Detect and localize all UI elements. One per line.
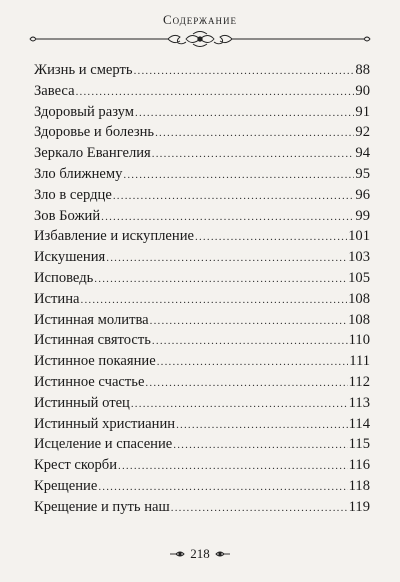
toc-entry-page: 105 — [348, 269, 370, 286]
toc-entry-page: 90 — [355, 82, 370, 99]
toc-entry-page: 103 — [348, 249, 370, 266]
toc-entry-page: 111 — [349, 353, 370, 370]
dot-leader — [106, 248, 347, 269]
toc-entry-title: Истинная святость — [34, 332, 151, 349]
dot-leader — [113, 186, 355, 207]
toc-entry — [34, 226, 370, 247]
dot-leader — [173, 435, 347, 456]
toc-entry — [34, 185, 370, 206]
toc-entry-page: 94 — [355, 145, 370, 162]
toc-entry-title: Крест скорби — [34, 457, 118, 474]
toc-entry — [34, 414, 370, 435]
toc-entry-title: Зло ближнему — [34, 165, 123, 182]
toc-entry — [34, 476, 370, 497]
toc-entry — [34, 81, 370, 102]
toc-entry-page: 114 — [348, 415, 370, 432]
toc-entry-page: 113 — [348, 394, 370, 411]
toc-entry-page: 116 — [348, 457, 370, 474]
toc-entry — [34, 143, 370, 164]
dot-leader — [155, 123, 354, 144]
toc-entry-title: Здоровье и болезнь — [34, 124, 155, 141]
toc-entry-page: 96 — [355, 186, 370, 203]
dot-leader — [94, 269, 347, 290]
toc-entry-title: Жизнь и смерть — [34, 62, 133, 78]
toc-entry-title: Исповедь — [34, 269, 94, 286]
dot-leader — [150, 311, 347, 332]
dot-leader — [101, 207, 354, 228]
toc-entry-title: Крещение — [34, 477, 98, 494]
toc-entry — [34, 351, 370, 372]
toc-entry-page: 99 — [355, 207, 370, 224]
dot-leader — [81, 290, 348, 311]
table-of-contents — [34, 60, 370, 518]
dot-leader — [135, 103, 354, 124]
toc-entry-title: Истинное счастье — [34, 373, 145, 390]
toc-entry-title: Зеркало Евангелия — [34, 145, 151, 162]
toc-entry — [34, 289, 370, 310]
toc-entry — [34, 372, 370, 393]
toc-entry — [34, 164, 370, 185]
toc-entry — [34, 310, 370, 331]
toc-entry-title: Истинный христианин — [34, 415, 176, 432]
dot-leader — [157, 352, 348, 373]
toc-entry-page: 110 — [348, 332, 370, 349]
toc-entry-title: Зов Божий — [34, 207, 101, 224]
toc-entry-page: 119 — [348, 498, 370, 515]
dot-leader — [134, 61, 355, 82]
dot-leader — [131, 394, 348, 415]
toc-entry-title: Завеса — [34, 82, 75, 99]
toc-entry-page: 108 — [348, 290, 370, 307]
dot-leader — [145, 373, 347, 394]
toc-entry — [34, 455, 370, 476]
running-head: Содержание — [162, 12, 238, 27]
toc-entry-title: Истинное покаяние — [34, 353, 156, 370]
page-footer — [0, 546, 400, 562]
dot-leader — [152, 331, 348, 352]
toc-entry-page: 112 — [348, 373, 370, 390]
toc-entry-page: 101 — [348, 228, 370, 245]
folio-ornament-left-icon — [170, 549, 186, 559]
toc-entry-title: Исцеление и спасение — [34, 436, 173, 453]
dot-leader — [171, 498, 348, 519]
toc-entry-title: Избавление и искупление — [34, 228, 195, 245]
toc-entry — [34, 247, 370, 268]
toc-entry-title: Зло в сердце — [34, 186, 112, 203]
toc-entry-title: Истина — [34, 290, 80, 307]
folio-ornament-right-icon — [214, 549, 230, 559]
toc-entry-page: 118 — [348, 477, 370, 494]
toc-entry — [34, 330, 370, 351]
toc-entry — [34, 122, 370, 143]
toc-entry-page: 115 — [348, 436, 370, 453]
toc-entry-title: Крещение и путь наш — [34, 498, 170, 515]
dot-leader — [98, 477, 347, 498]
toc-entry-title: Истинный отец — [34, 394, 130, 411]
header-ornament-icon — [28, 30, 372, 48]
toc-entry — [34, 60, 370, 81]
toc-entry-title: Истинная молитва — [34, 311, 149, 328]
toc-entry-title: Здоровый разум — [34, 103, 134, 120]
toc-entry — [34, 206, 370, 227]
dot-leader — [123, 165, 354, 186]
toc-entry-page: 91 — [355, 103, 370, 120]
dot-leader — [76, 82, 355, 103]
toc-entry — [34, 393, 370, 414]
toc-entry — [34, 434, 370, 455]
toc-entry — [34, 268, 370, 289]
toc-entry — [34, 102, 370, 123]
toc-entry-page: 95 — [355, 165, 370, 182]
dot-leader — [176, 415, 348, 436]
toc-entry-page: 92 — [355, 124, 370, 141]
toc-entry-page: 88 — [355, 62, 370, 78]
dot-leader — [195, 227, 347, 248]
dot-leader — [152, 144, 355, 165]
toc-entry — [34, 497, 370, 518]
toc-entry-page: 108 — [348, 311, 370, 328]
toc-entry-title: Искушения — [34, 249, 106, 266]
dot-leader — [118, 456, 348, 477]
page-number: 218 — [190, 546, 210, 561]
